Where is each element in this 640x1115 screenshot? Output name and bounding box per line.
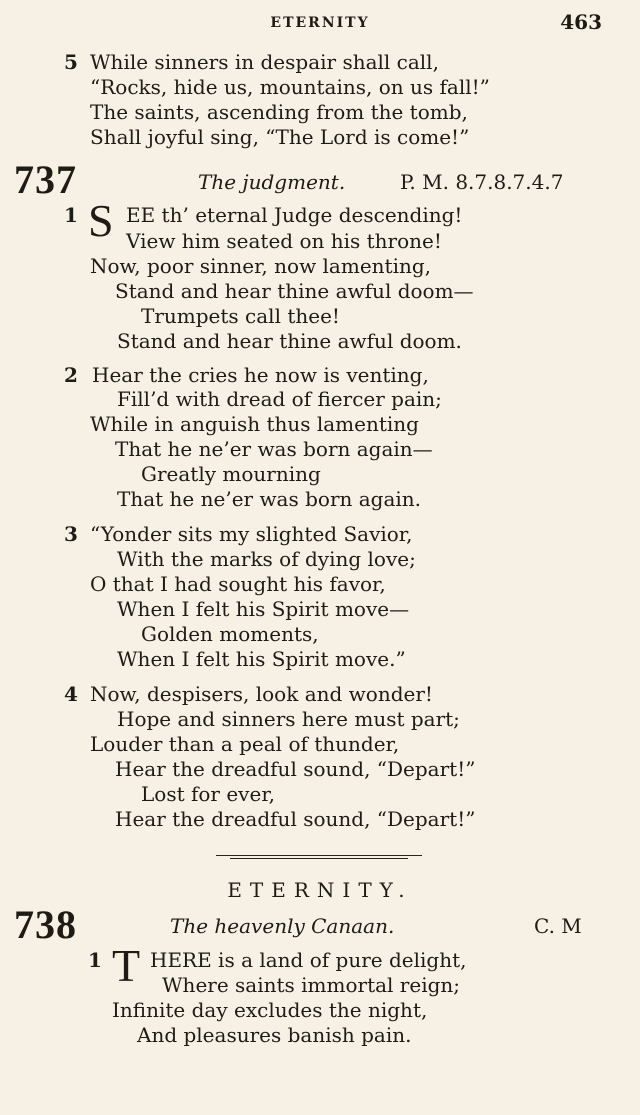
verse-line: Golden moments, (141, 622, 319, 646)
hymn-meter: P. M. 8.7.8.7.4.7 (400, 170, 564, 194)
verse-line: Infinite day excludes the night, (112, 998, 428, 1022)
verse-line: EE th’ eternal Judge descending! (126, 203, 463, 227)
stanza-number: 2 (64, 363, 78, 387)
drop-cap: T (112, 940, 141, 991)
running-head: ETERNITY (270, 15, 370, 31)
page-number: 463 (560, 10, 602, 34)
hymn-title: The heavenly Canaan. (170, 914, 395, 938)
verse-line: “Rocks, hide us, mountains, on us fall!” (90, 75, 490, 99)
verse-line: While sinners in despair shall call, (90, 50, 439, 74)
verse-line: Stand and hear thine awful doom. (117, 329, 462, 353)
section-divider (230, 858, 408, 859)
verse-line: Greatly mourning (141, 462, 321, 486)
verse-line: Hear the cries he now is venting, (92, 363, 429, 387)
verse-line: When I felt his Spirit move— (117, 597, 410, 621)
verse-line: HERE is a land of pure delight, (150, 948, 467, 972)
verse-line: View him seated on his throne! (126, 229, 442, 253)
verse-line: Hope and sinners here must part; (117, 707, 460, 731)
verse-line: “Yonder sits my slighted Savior, (90, 522, 413, 546)
verse-line: Now, despisers, look and wonder! (90, 682, 433, 706)
verse-line: That he ne’er was born again. (117, 487, 422, 511)
verse-line: And pleasures banish pain. (137, 1023, 412, 1047)
stanza-number: 4 (64, 682, 78, 706)
verse-line: Hear the dreadful sound, “Depart!” (115, 757, 476, 781)
stanza-number: 1 (64, 203, 78, 227)
verse-line: Hear the dreadful sound, “Depart!” (115, 807, 476, 831)
verse-line: Stand and hear thine awful doom— (115, 279, 474, 303)
verse-line: That he ne’er was born again— (115, 437, 433, 461)
verse-line: Lost for ever, (141, 782, 276, 806)
hymn-meter: C. M (534, 914, 582, 938)
section-heading: ETERNITY. (227, 878, 413, 902)
verse-line: With the marks of dying love; (117, 547, 416, 571)
hymn-title: The judgment. (198, 170, 346, 194)
verse-line: While in anguish thus lamenting (90, 412, 419, 436)
section-divider (216, 855, 422, 856)
verse-line: When I felt his Spirit move.” (117, 647, 406, 671)
stanza-number: 5 (64, 50, 78, 74)
verse-line: Now, poor sinner, now lamenting, (90, 254, 432, 278)
verse-line: Louder than a peal of thunder, (90, 732, 400, 756)
hymn-number: 738 (14, 902, 77, 947)
stanza-number: 3 (64, 522, 78, 546)
drop-cap: S (88, 195, 114, 246)
verse-line: The saints, ascending from the tomb, (90, 100, 468, 124)
verse-line: Where saints immortal reign; (162, 973, 461, 997)
verse-line: Trumpets call thee! (141, 304, 340, 328)
stanza-number: 1 (88, 948, 102, 972)
verse-line: Shall joyful sing, “The Lord is come!” (90, 125, 470, 149)
verse-line: Fill’d with dread of fiercer pain; (117, 387, 442, 411)
verse-line: O that I had sought his favor, (90, 572, 386, 596)
hymn-number: 737 (14, 157, 77, 202)
